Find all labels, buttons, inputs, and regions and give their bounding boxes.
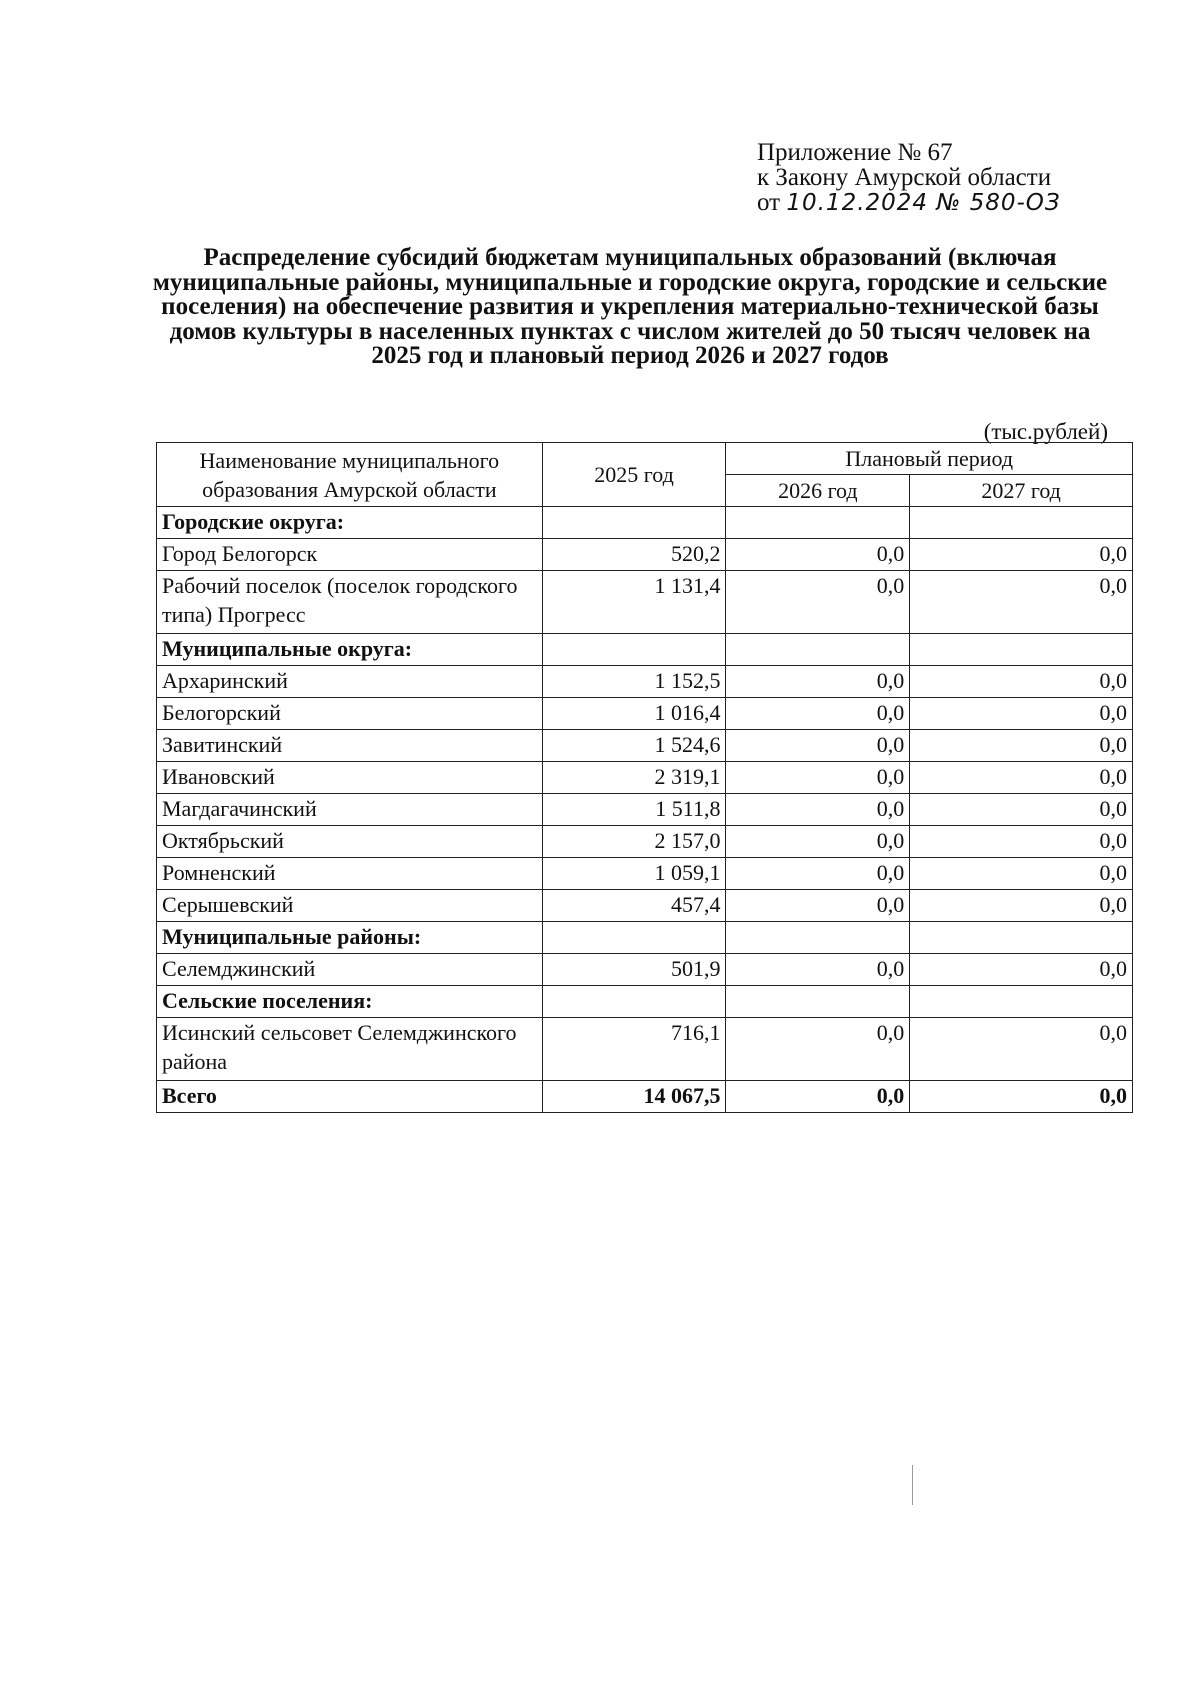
cell-2025: 716,1 bbox=[542, 1018, 726, 1081]
table-row bbox=[157, 730, 1133, 762]
cell-2025: 1 059,1 bbox=[542, 858, 726, 890]
appendix-number: Приложение № 67 bbox=[757, 139, 953, 166]
cell-name: Архаринский bbox=[157, 666, 543, 698]
cell-2026: 0,0 bbox=[726, 698, 910, 730]
cell-2026: 0,0 bbox=[726, 666, 910, 698]
table-row bbox=[157, 634, 1133, 666]
table-row bbox=[157, 539, 1133, 571]
cell-name: Белогорский bbox=[157, 698, 543, 730]
cell-2027: 0,0 bbox=[910, 539, 1133, 571]
cell-2025: 457,4 bbox=[542, 890, 726, 922]
cell-2026: 0,0 bbox=[726, 826, 910, 858]
table-row bbox=[157, 571, 1133, 634]
cell-2027: 0,0 bbox=[910, 858, 1133, 890]
cell-2027: 0,0 bbox=[910, 698, 1133, 730]
cell-2026: 0,0 bbox=[726, 539, 910, 571]
cell-2027: 0,0 bbox=[910, 730, 1133, 762]
cell-2026 bbox=[726, 634, 910, 666]
cell-2027: 0,0 bbox=[910, 890, 1133, 922]
cell-2025: 520,2 bbox=[542, 539, 726, 571]
cell-2027: 0,0 bbox=[910, 666, 1133, 698]
cell-name: Октябрьский bbox=[157, 826, 543, 858]
handwritten-date-number: 10.12.2024 № 580-ОЗ bbox=[786, 190, 1061, 216]
cell-2027 bbox=[910, 634, 1133, 666]
cell-2026: 0,0 bbox=[726, 762, 910, 794]
table-row bbox=[157, 986, 1133, 1018]
appendix-date-line bbox=[757, 190, 1061, 216]
table-row bbox=[157, 1081, 1133, 1113]
cell-2027: 0,0 bbox=[910, 954, 1133, 986]
appendix-block bbox=[757, 140, 1061, 216]
cell-name: Сельские поселения: bbox=[157, 986, 543, 1018]
cell-2027 bbox=[910, 986, 1133, 1018]
cell-2026: 0,0 bbox=[726, 858, 910, 890]
table-row bbox=[157, 762, 1133, 794]
header-2026: 2026 год bbox=[726, 475, 910, 507]
cell-2027 bbox=[910, 507, 1133, 539]
cell-2026 bbox=[726, 922, 910, 954]
cell-2027: 0,0 bbox=[910, 571, 1133, 634]
cell-2025 bbox=[542, 507, 726, 539]
cell-name: Ромненский bbox=[157, 858, 543, 890]
cell-name: Ивановский bbox=[157, 762, 543, 794]
cell-name: Магдагачинский bbox=[157, 794, 543, 826]
cell-name: Всего bbox=[157, 1081, 543, 1113]
cell-2025: 1 016,4 bbox=[542, 698, 726, 730]
table-row bbox=[157, 666, 1133, 698]
header-2027: 2027 год bbox=[910, 475, 1133, 507]
header-2025: 2025 год bbox=[542, 443, 726, 507]
document-title: Распределение субсидий бюджетам муниципальных образований (включая муниципальные районы, муниципальные и городские округа, городские и сельские поселения) на обеспечение развития и укрепления материально-технической базы домов культуры в населенных пунктах с числом жителей до 50 тысяч человек на 2025 год и плановый период 2026 и 2027 годов bbox=[152, 244, 1108, 369]
header-planned-period: Плановый период bbox=[726, 443, 1133, 475]
cell-2025: 2 157,0 bbox=[542, 826, 726, 858]
cell-name: Завитинский bbox=[157, 730, 543, 762]
cell-2025: 501,9 bbox=[542, 954, 726, 986]
cell-name: Городские округа: bbox=[157, 507, 543, 539]
cell-name: Город Белогорск bbox=[157, 539, 543, 571]
table-row bbox=[157, 922, 1133, 954]
table-row bbox=[157, 858, 1133, 890]
cell-2027: 0,0 bbox=[910, 1018, 1133, 1081]
table-row bbox=[157, 954, 1133, 986]
cell-2027 bbox=[910, 922, 1133, 954]
cell-2027: 0,0 bbox=[910, 794, 1133, 826]
table-row bbox=[157, 890, 1133, 922]
cell-2026 bbox=[726, 507, 910, 539]
cell-2026: 0,0 bbox=[726, 794, 910, 826]
cell-2026: 0,0 bbox=[726, 954, 910, 986]
cell-2025: 2 319,1 bbox=[542, 762, 726, 794]
appendix-law: к Закону Амурской области bbox=[757, 164, 1052, 191]
cell-2027: 0,0 bbox=[910, 1081, 1133, 1113]
cell-2025: 1 524,6 bbox=[542, 730, 726, 762]
cell-2025 bbox=[542, 986, 726, 1018]
cell-name: Рабочий поселок (поселок городского типа) Прогресс bbox=[157, 571, 543, 634]
cell-name: Селемджинский bbox=[157, 954, 543, 986]
scan-artifact bbox=[912, 1465, 913, 1505]
header-name: Наименование муниципального образования Амурской области bbox=[157, 443, 543, 507]
cell-2025 bbox=[542, 634, 726, 666]
cell-2025: 1 131,4 bbox=[542, 571, 726, 634]
cell-2025: 14 067,5 bbox=[542, 1081, 726, 1113]
subsidy-table bbox=[156, 442, 1133, 1113]
table-row bbox=[157, 794, 1133, 826]
cell-2027: 0,0 bbox=[910, 826, 1133, 858]
cell-2026: 0,0 bbox=[726, 890, 910, 922]
cell-2025: 1 511,8 bbox=[542, 794, 726, 826]
cell-2027: 0,0 bbox=[910, 762, 1133, 794]
cell-2026: 0,0 bbox=[726, 1018, 910, 1081]
cell-2026: 0,0 bbox=[726, 1081, 910, 1113]
appendix-date-prefix: от bbox=[757, 189, 781, 216]
cell-name: Муниципальные округа: bbox=[157, 634, 543, 666]
table-row bbox=[157, 507, 1133, 539]
cell-name: Серышевский bbox=[157, 890, 543, 922]
cell-2026 bbox=[726, 986, 910, 1018]
cell-name: Исинский сельсовет Селемджинского района bbox=[157, 1018, 543, 1081]
table-row bbox=[157, 1018, 1133, 1081]
cell-2026: 0,0 bbox=[726, 730, 910, 762]
cell-2026: 0,0 bbox=[726, 571, 910, 634]
units-label: (тыс.рублей) bbox=[983, 419, 1108, 444]
cell-2025 bbox=[542, 922, 726, 954]
table-row bbox=[157, 698, 1133, 730]
cell-name: Муниципальные районы: bbox=[157, 922, 543, 954]
cell-2025: 1 152,5 bbox=[542, 666, 726, 698]
table-row bbox=[157, 826, 1133, 858]
